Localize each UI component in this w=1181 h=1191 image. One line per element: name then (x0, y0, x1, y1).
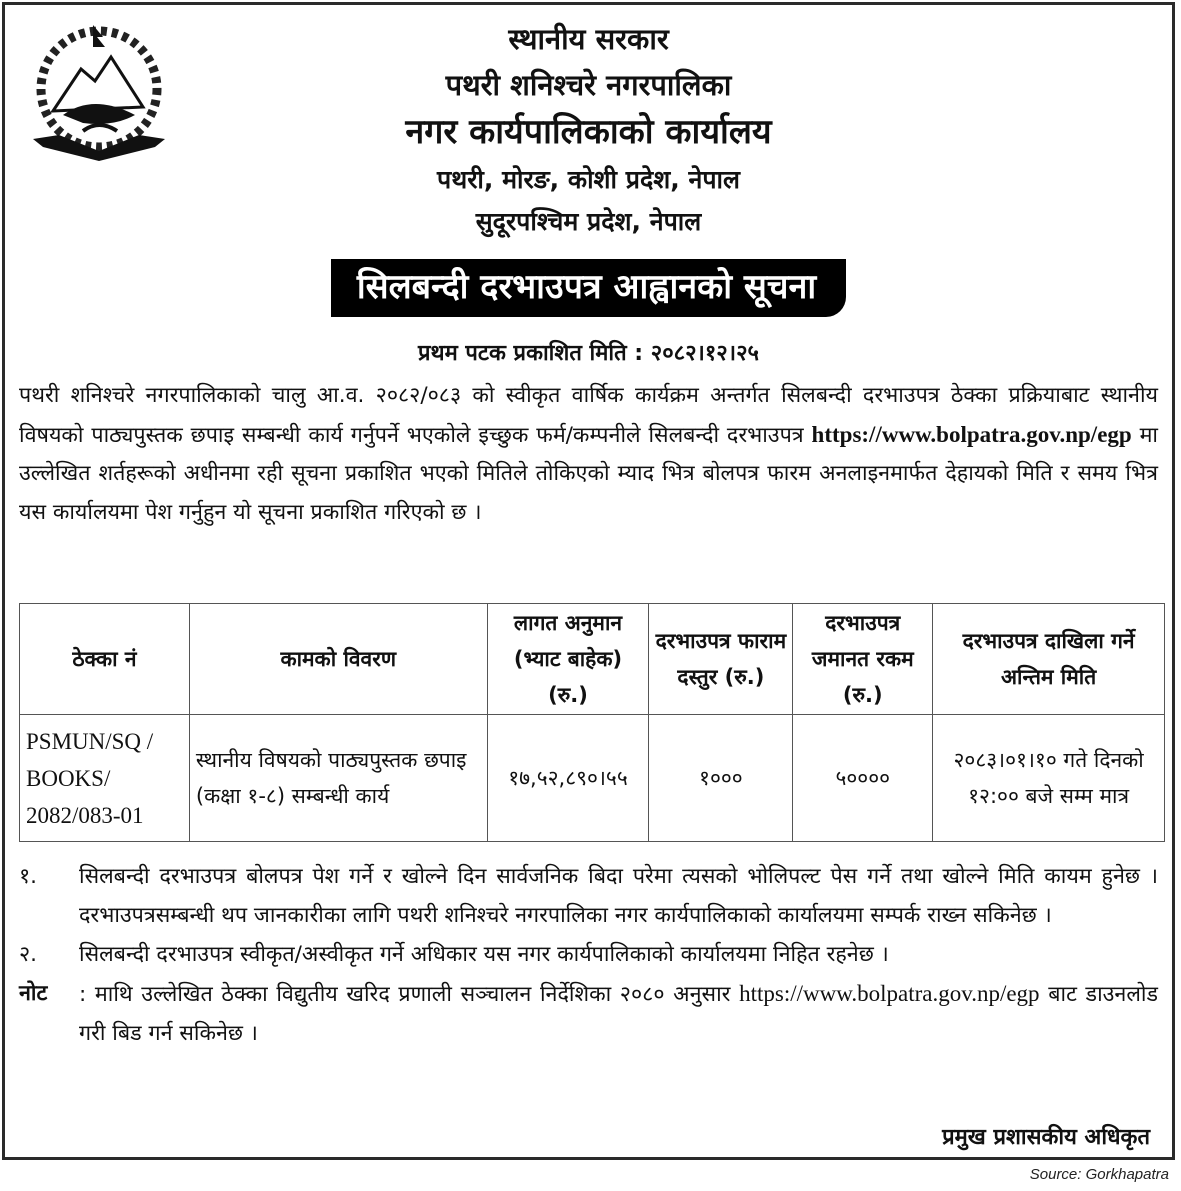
cell-description: स्थानीय विषयको पाठ्यपुस्तक छपाइ (कक्षा १-८) सम्बन्धी कार्य (189, 715, 487, 842)
note-text: सिलबन्दी दरभाउपत्र बोलपत्र पेश गर्ने र खोल्ने दिन सार्वजनिक बिदा परेमा त्यसको भोलिपल्ट पेस गर्ने तथा खोल्ने मिति कायम हुनेछ । दरभाउपत्रसम्बन्धी थप जानकारीका लागि पथरी शनिश्चरे नगरपालिका नगर कार्यपालिकाको कार्यालयमा सम्पर्क राख्न सकिनेछ । (79, 864, 1158, 928)
notice-title-banner: सिलबन्दी दरभाउपत्र आह्वानको सूचना (331, 259, 846, 317)
col-header-deadline: दरभाउपत्र दाखिला गर्ने अन्तिम मिति (933, 604, 1165, 715)
col-header-description: कामको विवरण (189, 604, 487, 715)
header-province: सुदूरपश्चिम प्रदेश, नेपाल (475, 207, 702, 236)
col-header-form-fee: दरभाउपत्र फाराम दस्तुर (रु.) (649, 604, 793, 715)
cell-contract-no: PSMUN/SQ / BOOKS/ 2082/083-01 (20, 715, 190, 842)
footnote-text-before: : माथि उल्लेखित ठेक्का विद्युतीय खरिद प्रणाली सञ्चालन निर्देशिका २०८० अनुसार (79, 982, 740, 1007)
source-credit: Source: Gorkhapatra (1029, 1166, 1169, 1183)
note-text: सिलबन्दी दरभाउपत्र स्वीकृत/अस्वीकृत गर्ने अधिकार यस नगर कार्यपालिकाको कार्यालयमा निहित रहनेछ । (79, 942, 889, 967)
footnote-bolpatra-link[interactable]: https://www.bolpatra.gov.np/egp (739, 981, 1040, 1006)
footnote (19, 974, 1158, 1053)
publication-date-value: २०८२।१२।२५ (650, 341, 759, 366)
note-marker: २. (19, 942, 38, 967)
publication-date (5, 337, 1172, 367)
header-office: नगर कार्यपालिकाको कार्यालय (405, 112, 772, 152)
header-address: पथरी, मोरङ, कोशी प्रदेश, नेपाल (437, 165, 740, 194)
note-item (19, 935, 1158, 974)
note-marker: १. (19, 864, 38, 889)
cell-bid-security: ५०००० (793, 715, 933, 842)
table-row (20, 715, 1165, 842)
col-header-cost-estimate: लागत अनुमान (भ्याट बाहेक) (रु.) (487, 604, 649, 715)
footnote-label: नोट (19, 981, 48, 1006)
notice-frame (2, 2, 1175, 1160)
intro-text-before: पथरी शनिश्चरे नगरपालिकाको चालु आ.व. २०८२/०८३ को स्वीकृत वार्षिक कार्यक्रम अन्तर्गत सिलबन्दी दरभाउपत्र ठेक्का प्रक्रियाबाट स्थानीय विषयको पाठ्यपुस्तक छपाइ सम्बन्धी कार्य गर्नुपर्ने भएकोले इच्छुक फर्म/कम्पनीले सिलबन्दी दरभाउपत्र (19, 383, 1158, 448)
tender-table (19, 603, 1165, 842)
intro-text-after: मा उल्लेखित शर्तहरूको अधीनमा रही सूचना प्रकाशित भएको मितिले तोकिएको म्याद भित्र बोलपत्र फारम अनलाइनमार्फत देहायको मिति र समय भित्र यस कार्यालयमा पेश गर्नुहुन यो सूचना प्रकाशित गरिएको छ । (19, 422, 1158, 525)
intro-paragraph (19, 377, 1158, 532)
footnote-text-after: बाट डाउनलोड गरी बिड गर्न सकिनेछ । (79, 982, 1158, 1046)
col-header-contract-no: ठेक्का नं (20, 604, 190, 715)
signatory-title: प्रमुख प्रशासकीय अधिकृत (942, 1125, 1150, 1150)
table-header-row (20, 604, 1165, 715)
header-local-government: स्थानीय सरकार (508, 22, 669, 56)
bolpatra-link[interactable]: https://www.bolpatra.gov.np/egp (811, 421, 1132, 447)
publication-date-label: प्रथम पटक प्रकाशित मिति : (418, 341, 644, 366)
col-header-bid-security: दरभाउपत्र जमानत रकम (रु.) (793, 604, 933, 715)
cell-form-fee: १००० (649, 715, 793, 842)
notes-list (19, 857, 1158, 1053)
cell-cost-estimate: १७,५२,८९०।५५ (487, 715, 649, 842)
cell-deadline: २०८३।०१।१० गते दिनको १२:०० बजे सम्म मात्र (933, 715, 1165, 842)
office-header (5, 19, 1172, 234)
note-item (19, 857, 1158, 935)
header-municipality: पथरी शनिश्चरे नगरपालिका (445, 68, 732, 102)
